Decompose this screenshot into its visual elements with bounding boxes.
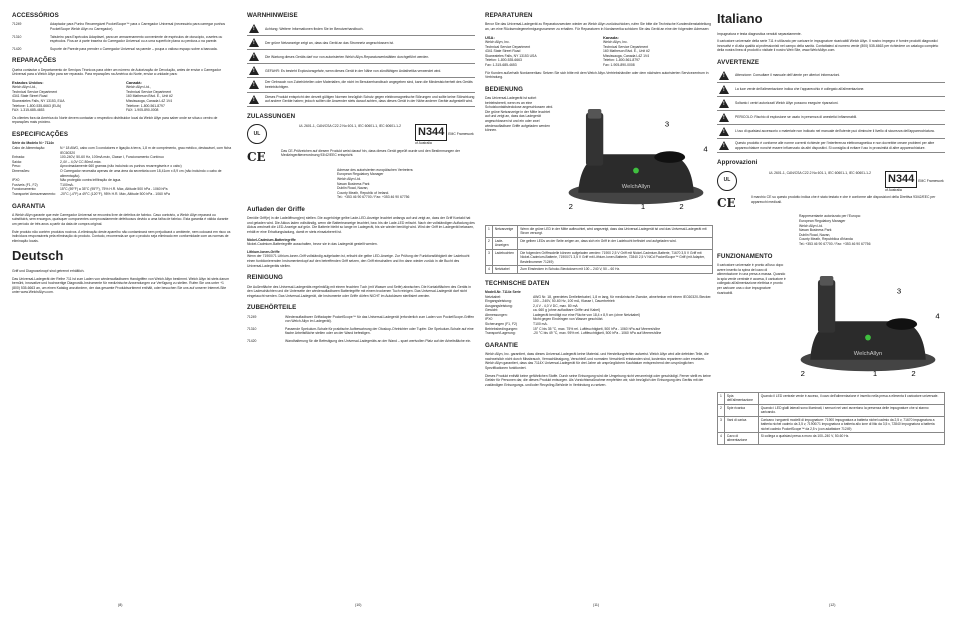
warning-item: ! Der grüne Netzanzeige zeigt an, dass das Gerät an das Stromnetz angeschlossen ist. (247, 36, 475, 50)
svg-text:3: 3 (896, 286, 902, 296)
accessory-item: 71310 Passende Spekulum-Schale für praktische Aufbewahrung der Otoskop-Ohrtrichter oder Tupfer. Die Spekulum-Schale auf eine flache Arbeitsfläche stellen oder an der Wand befestigen. (247, 326, 474, 336)
disposal-text: Dieses Produkt enthält keine gefährlichen Stoffe. Durch seine Entsorgung wird die Umgebung nicht verunreinigt oder geschädigt. Ferner stellt es keine Gefahr für Personen dar, die dieses Produkt entsorgen. Als Vorsichtsmaßnahme empfehlen wir, sich bezüglich der Entsorgung des Geräts mit der zuständigen Entsorgungs- und/oder Recycling-Behörde in Verbindung zu setzen. (485, 373, 711, 387)
repairs-text: Queira contactar o Departamento de Serviços Técnicos para obter um número de Autorização de Devolução, antes de enviar o Carregador Universal para a Welch Allyn para ser reparado. Para reparações na América do Norte, enviar a unidade para: (12, 67, 221, 77)
accessory-item: 71310 Tabuleiro para Espéculos Adaptável, para um armazenamento conveniente de espéculos de otoscópio, cuvetes ou espéculos. Fixa-se à parte traseira do Carregador Universal ou a uma superfície plana ou perdura-o na parede. (12, 34, 223, 44)
page-number: (12) (829, 603, 836, 608)
warning-icon (719, 71, 729, 80)
accessories-heading: ACCESSÓRIOS (12, 12, 59, 19)
ce-mark-icon: CE (247, 149, 266, 164)
german-section-title: Deutsch (12, 248, 64, 264)
page-number: (8) (118, 603, 123, 608)
charger-illustration (791, 267, 945, 385)
warning-icon (719, 85, 729, 94)
eu-representative: Adresse des autorisierten europäischen Vertreters: European Regulatory Manager Welch Allyn Ltd. Navan Business Park Dublin Road, Navan, County Meath, Republic of Ireland. Tel.: +353 46 90 67700 / Fax: +353 46 90 67756 (337, 167, 414, 200)
page-italian (717, 0, 954, 618)
warning-icon (249, 38, 259, 47)
page-german-2 (481, 0, 719, 618)
approvals-block: UL UL 2601-1, CAN/CSA C22.2 No 601.1, IEC 60601-1, IEC 60601-1-2 N344 EMC Framework of Australia (717, 171, 945, 192)
operation-text: Il caricatore universale è pronto all'uso dopo avere inserito la spina del cavo di alimentazione in una presa a massa. Quando la spia verde centrale è accesa, il caricatore è collegato all'alimentazione elettrica e pronto per caricare una o due impugnature ricaricabili. (717, 262, 786, 295)
warning-item: ! Soltanto i centri autorizzati Welch Allyn possono eseguire riparazioni. (717, 97, 945, 111)
svg-text:1: 1 (872, 369, 878, 379)
repairs-heading: REPARAÇÕES (12, 57, 57, 65)
cleaning-heading: REINIGUNG (247, 274, 283, 282)
address-block: Estados Unidos: Welch Allyn Ltd., Technical Service Department 4341 State Street Road Skaneateles Falls, NY 13153, EUA Telefone: 1-800-535-6663 (EUA) FAX: 1-315-685-4653 Canadá: Welch Allyn Ltd., Technical Service Department 160 Matheson Blvd. E., Unit #2 Mississauga, Canada L4Z 1V4 Telefone: 1-800-561-8797 FAX: 1-905-890-0008 (12, 79, 173, 113)
ce-block: CE Il marchio CE su questo prodotto indica che è stato testato e che è conforme alle disposizioni della Direttiva 93/42/EEC per apparecchi medicali. (717, 195, 936, 211)
charging-heading: Aufladen der Griffe (247, 205, 305, 213)
disposal-text: Este produto não contém produtos nocivos. A eliminação deste aparelho não contaminará nem prejudicará o ambiente, nem colocará em risco os indivíduos responsáveis pela eliminação do produto. Contudo, recomenda-se que o produto seja eliminado em conformidade com as normas de eliminação locais. (12, 229, 231, 243)
svg-text:4: 4 (935, 311, 940, 321)
legend-table (717, 392, 945, 445)
operation-text: Das Universal-Ladegerät ist sofort betriebsbereit, wenn es an eine Schutzkontaktsteckdose angeschlossen wird. Die grüne Netzanzeige in der Mitte leuchtet auf und zeigt an, dass das Ladegerät angeschlossen ist und ein oder zwei wiederaufladbare Griffe aufgeladen werden können. (485, 96, 554, 133)
specs-heading: ESPECIFICAÇÕES (12, 131, 69, 139)
italian-intro: Impugnatura e testa diagnostica venduti separatamente. (717, 31, 802, 36)
svg-text:3: 3 (664, 119, 670, 129)
warning-item: ! Dieses Produkt entspricht den derzeit gültigen Normen bezüglich Schutz gegen elektromagnetische Störungen und sollte keine Störwirkung auf andere Geräte haben; jedoch sollten die Anwender stets darauf achten, dass dieses Gerät in der Nähe anderer Geräte aufgestellt wird. (247, 93, 475, 107)
tech-data-heading: TECHNISCHE DATEN (485, 279, 550, 287)
table-row: 4 Cavo di alimentazione Si collega a qualsiasi presa a muro da 100–240 V, 50-60 Hz. (718, 433, 945, 445)
lithium-text: Wenn der 71900/71 Lithium-Ionen-Griff vollständig aufgeladen ist, erlischt die gelbe LED-Anzeige. Zur Prüfung der Funktionsfähigkeit der Ladebucht einen funktionierenden Instrumentenkopf auf den betreffenden Griff setzen, den Griff einschalten und ihn dann wieder zurück in die Bucht des Universal-Ladegeräts stellen. (247, 254, 470, 268)
svg-text:WelchAllyn: WelchAllyn (621, 183, 651, 190)
warning-item: ! Die Wartung dieses Geräts darf nur von autorisierten Welch Allyn-Reparaturwerkstätten durchgeführt werden. (247, 50, 475, 64)
warranty-heading: GARANTIA (12, 202, 46, 210)
warning-icon (249, 24, 259, 33)
warning-item: ! La luce verde dell'alimentazione indica che l'apparecchio è collegato all'alimentazione. (717, 83, 945, 97)
svg-text:1: 1 (640, 202, 646, 212)
warnings-heading: WARNHINWEISE (247, 12, 298, 19)
warning-icon (719, 141, 729, 150)
repairs-text-2: Für Kunden außerhalb Nordamerikas: Setzen Sie sich bitte mit dem Welch Allyn-Vertriebshändler oder dem nächsten autorisierten Servicezentrum in Verbindung. (485, 70, 709, 80)
page-portuguese (0, 0, 238, 618)
svg-text:2: 2 (911, 369, 916, 379)
table-row: 1 Spia dell'alimentazione Quando il LED centrale verde è acceso, il cavo dell'alimentazione è inserito nella presa a elimenta il caricatore universale. (718, 392, 945, 404)
warning-icon (249, 95, 259, 104)
cleaning-text: Die Außenfläche des Universal-Ladegeräts regelmäßig mit einem feuchten Tuch (mit Wasser und Seife) abwischen. Die Kontaktflächen des Geräts in den Ladeschächten und die Unterseite der wiederaufladbaren Batteriegriffe mit einem trockenen Tuch reinigen. Das Universal-Ladegerät darf nicht eingetaucht werden. Das Universal-Ladegerät, die Instrumente oder Griffe dürfen NICHT im Autoklaven sterilisiert werden. (247, 284, 471, 298)
operation-heading: FUNZIONAMENTO (717, 252, 773, 260)
page-number: (10) (355, 603, 362, 608)
accessory-item: 71420 Suporte de Parede para prender o Carregador Universal na parede – poupa o valioso espaço sobre a bancada. (12, 46, 218, 51)
repairs-text: Bevor Sie das Universal-Ladegerät zu Reparaturzwecken wieder an Welch Allyn zurückschicken, rufen Sie bitte die Technische Kundendienstabteilung an, um eine Rücksendegenehmigungsnummer zu erhalten. Für Reparaturen in Nordamerika schicken Sie das Gerät an eine der folgenden Adressen: (485, 22, 712, 31)
svg-text:4: 4 (703, 144, 708, 154)
nicad-heading: Nickel-Cadmium-Batteriegriffe (247, 237, 296, 242)
lithium-heading: Lithium-Ionen-Griffe (247, 249, 280, 254)
accessories-heading: ZUBEHÖRTEILE (247, 304, 297, 312)
warnings-heading: AVVERTENZE (717, 58, 760, 66)
n344-mark-icon: N344 (415, 124, 447, 141)
tech-table: Netzkabel: AWG Nr. 18, geerdetes Dreileiterkabel, 1,8 m lang, für medizinische Zwecke, abnehmbar mit einem IEC60320-Stecker. Eingangsleistung: 100 – 240V, 50-60 Hz, 100 mA, Klasse I, Dauerbetrieb Ausgangsleistung: 2,4 V - 4,0 V DC, max. 80 mA Gewicht: ca. 660 g (ohne aufladbare Griffe und Kabel) Abmessungen: Ladegerät benötigt nur eine Fläche von 18,4 x 8,9 cm (ohne Netzkabel) IPX0 Nicht gegen Eindringen von Wasser geschützt. Sicherungen (F1, F2) T100 mA. Betriebsbedingungen: 15° C bis 35 °C, max. 75% rel. Luftfeuchtigkeit, 500 hPa - 1060 hPa auf Meereshöhe Transport/Lagerung: -20 °C bis 49 °C, max. 95% rel. Luftfeuchtigkeit, 500 hPa - 1060 hPa auf Meereshöhe (485, 294, 712, 336)
charger-illustration (559, 100, 713, 218)
warning-item: ! Der Gebrauch von Zubehörteilen oder Materialien, die nicht im Benutzerhandbuch angegeben sind, kann die Mindestsicherheit des Geräts beeinträchtigen. (247, 78, 475, 92)
warranty-text: Welch Allyn, Inc. garantiert, dass dieses Universal-Ladegerät keine Material- und Herstellungsfehler aufweist. Welch Allyn wird alle defekten Teile, die nachweislich nicht durch Missbrauch, Vernachlässigung, Verschleiß und normalen Verschleiß entstanden sind, kostenlos reparieren oder ersetzen. Welch Allyn garantiert, dass das 7114X Universal-Ladegerät für drei Jahre ab ursprünglichem Kaufdatum entsprechend den ursprünglichen Spezifikationen funktioniert. (485, 352, 709, 370)
tech-model: Modell-Nr. 7114x Serie (485, 289, 521, 294)
repairs-heading: REPARATUREN (485, 12, 533, 19)
warning-icon (719, 113, 729, 122)
accessory-item: 71249 Adaptador para Punho Recarregável PocketScope™ para o Carregador Universal (necessário para carregar punhos PocketScope Welch Allyn no Carregador). (12, 22, 226, 31)
table-row: 3 Ladebuchten Die folgenden Griffmodelle können aufgeladen werden: 71900 2,5 V Griff mit Nickel-Cadmium-Batterie, 71670 3,5 V Griff mit Nickel-Cadmium-Batterie, 71900/71 3,5 V Griff mit Lithium-Ionen-Batterie, 72840 2,5 V NiCd PocketScope™ Griff (mit Adapter, Bestellnummer 71249) (486, 249, 713, 265)
german-description: Das Universal-Ladegerät der Reihe 711 ist zum Laden von wiederaufladbaren Handgriffen von Welch Allyn bestimmt. Welch Allyn ist stets darum bemüht, innovative und hochwertige Diagnostik-Instrumente für medizinische Anwendungen zur Verfügung zu stellen. Rufen Sie uns unter +1 (800) 535-6663 an, um einen Katalog anzufordern, der das gesamte Produktsortiment enthält, oder besuchen Sie uns auf unserer Internet-Site unter www.WelchAllyn.com. (12, 276, 230, 295)
approvals-heading: Approvazioni (717, 159, 758, 167)
german-intro: Griff und Diagnoseknopf sind getrennt erhältlich. (12, 268, 85, 273)
svg-text:2: 2 (679, 202, 684, 212)
svg-text:WelchAllyn: WelchAllyn (853, 350, 883, 357)
italian-section-title: Italiano (717, 11, 763, 26)
warning-item: ! L'uso di qualsiasi accessorio o materiale non indicato nel manuale dell'utente può diminuire il livello di sicurezza dell'apparecchiatura. (717, 125, 945, 139)
operation-heading: BEDIENUNG (485, 85, 524, 93)
accessory-item: 71249 Wiederaufladbarer Griffadapter PocketScope™ für das Universal-Ladegerät (erforderlich zum Laden von PocketScope-Griffen von Welch Allyn im Ladegerät). (247, 314, 475, 324)
warranty-text: A Welch Allyn garante que este Carregador Universal se encontra livre de defeitos de fabrico. Caso contrário, a Welch Allyn reparará ou substituirá, sem encargos, quaisquer componentes comprovadamente defeituosos devido a uma falha de fabrico. Esta garantia é válida durante um período de três anos a partir da data de compra original. (12, 212, 229, 227)
table-row: 2 Spie ricarica Quando i LED gialli laterali sono illuminati, i sensori nei vani avvertono la presenza delle impugnature che si stanno caricando. (718, 404, 945, 416)
warranty-heading: GARANTIE (485, 341, 519, 349)
table-row: 4 Netzkabel Zum Einstecken in Schuko-Steckdosen mit 100 – 240 V, 50 – 60 Hz. (486, 266, 713, 273)
ce-mark-icon: CE (717, 196, 736, 211)
charger-image (791, 267, 945, 385)
warning-item: ! GEFAHR: Es besteht Explosionsgefahr, wenn dieses Gerät in der Nähe von zündfähigen Anästhetika verwendet wird. (247, 64, 475, 78)
approvals-heading: ZULASSUNGEN (247, 112, 296, 120)
spec-model: Série do Modelo N.º 7114x (12, 141, 54, 146)
page-number: (11) (593, 603, 600, 608)
spec-table: Cabo de Alimentação: N.º 18 AWG, cabo com 3 condutores e ligação à terra, 1,8 m de comprimento, grau médico, destacável, com ficha IEC60320 Entrada: 100-240V, 50-60 Hz, 100mA máx, Classe I, Funcionamento Contínuo Saída: 2,4V – 4,0V CC 80mA máx. Peso: Aproximadamente 660 gramas (não incluindo os punhos recarregáveis e o cabo) Dimensões: O Carregador necessita apenas de uma área da secretária com 18,41cm x 8,9 cm (não incluindo o cabo de alimentação). IPX0 Não protegido contra infiltração de água. Fusíveis (F1, F2) T100mA. Funcionamento: 15°C (59°F) a 35°C (95°F), 75% H.R. Máx, Altitude 500 hPa - 1060 hPa Transporte/ Armazenamento: -20°C (-4°F) a 49°C (120°F), 95% H.R. Máx, Altitude 500 hPa - 1060 hPa (12, 145, 232, 196)
table-row: 1 Netzanzeige Wenn die grüne LED in der Mitte aufleuchtet, wird angezeigt, dass das Universal-Ladegerät ist und das Universal-Ladegerät mit Strom versorgt. (486, 226, 713, 238)
address-block: USA: Welch Allyn, Inc. Technical Service Department 4341 State Street Road Skaneateles Falls, NY 13153 USA Telefon: 1-800-535-6663 Fax: 1-315-685-4653 Kanada: Welch Allyn, Inc. Technical Service Department 160 Matheson Blvd. E., Unit #2 Mississauga, Canada L4Z 1V4 Telefon: 1-800-561-8797 Fax: 1-905-890-0008 (485, 34, 650, 67)
approvals-block: UL UL 2601-1, CAN/CSA C22.2 No 601.1, IEC 60601-1, IEC 60601-1-2 N344 EMC Framework of Australia (247, 124, 475, 145)
charging-text: Den/die Griff(e) in die Ladeöffnung(en) stellen. Die zugehörige gelbe Lade-LED-Anzeige leuchtet anfangs auf und zeigt an, dass der Griff Kontakt hat und geladen wird. Die Akkus laden vollständig, wenn die Batterieanzeige leuchtet, bzw. bis die Lade-LED erlischt. Nach der vollständigen Aufladung des Akkus wechselt die LED-Anzeige auf grün. Die Batterie bleibt so lange im Ladegerät, bis sie wieder benötigt wird. Wird der Griff im Ladegerät belassen, erhält er eine Erhaltungsladung, damit er stets einsatzbereit ist. (247, 216, 475, 235)
svg-text:2: 2 (800, 369, 805, 379)
warning-item: ! Questo prodotto è conforme alle norme correnti richieste per l'interferenza elettromagnetica e non dovrebbe creare problemi per altre apparecchiature nonché essere influenzato da altri dispositivi. Si consiglia di evitare l'uso in prossimità di altre apparecchiature. (717, 139, 945, 153)
warning-icon (249, 80, 259, 89)
repairs-text-2: Os clientes fora da América do Norte devem contactar o respectivo distribuidor local da Welch Allyn para saber onde se situa o centro de reparações mais próximo. (12, 115, 218, 125)
ul-mark-icon: UL (247, 124, 267, 144)
nicad-text: Nickel-Cadmium-Batteriegriffe ausschalten, bevor sie in das Ladegerät gestellt werden. (247, 242, 378, 247)
n344-mark-icon: N344 (885, 171, 917, 188)
eu-representative: Rappresentante autorizzato per l'Europa: European Regulatory Manager Welch Allyn Ltd. Navan Business Park Dublin Road, Navan, County Meath, Repubblica d'Irlanda Tel.:+353 46 90 67700 / Fax: +353 46 90 67756 (799, 214, 871, 247)
warning-item: ! Achtung: Weitere Informationen finden Sie im Benutzerhandbuch. (247, 22, 475, 36)
accessory-item: 71420 Wandhalterung für die Befestigung des Universal-Ladegeräts an der Wand – spart wertvollen Platz auf der Arbeitsfläche ein. (247, 339, 472, 344)
warning-icon (719, 127, 729, 136)
legend-table (485, 225, 713, 274)
warning-icon (249, 52, 259, 61)
warning-icon (719, 99, 729, 108)
svg-text:2: 2 (568, 202, 573, 212)
page-german-1 (243, 0, 481, 618)
warning-icon (249, 66, 259, 75)
italian-description: Il caricatore universale della serie 711 è utilizzato per caricare le impugnature ricaricabili Welch Allyn. Il nostro impegno è fornire prodotti diagnostici innovativi e di alta qualità ai professionisti nel campo della sanità. Contattateci al numero verde (800) 535-6663 per richiedere un catalogo completo della nostra linea di prodotti o visitate il nostro Web Site, www.WelchAllyn.com. (717, 39, 939, 53)
charger-image (559, 100, 713, 218)
warning-item: ! PERICOLO: Rischio di esplosione se usato in presenza di anestetici infiammabili. (717, 111, 945, 125)
ce-block: CE Das CE-Prüfzeichen auf diesem Produkt weist darauf hin, dass dieses Gerät geprüft wurde und den Bestimmungen der Medizingeräteverordnung 93/42/EEC entspricht. (247, 148, 461, 164)
warning-item: ! Attenzione: Consultare il manuale dell'utente per ulteriori informazioni. (717, 69, 945, 83)
table-row: 2 Lade-Anzeigen Die gelben LEDs an der Seite zeigen an, dass sich ein Griff in der Ladebucht befindet und aufgeladen wird. (486, 237, 713, 249)
ul-mark-icon: UL (717, 171, 737, 191)
table-row: 3 Vani di carica Caricano i seguenti modelli di impugnature: 71900 impugnatura a batteria nichel cadmio da 2,5 v, 71670 impugnatura a batteria nichel cadmio da 3,5 v, 71900/71 impugnatura a batteria allo ione di litio da 3,5 v, 72840 impugnatura a batteria nichel cadmio PocketScope™ da 2,5 v (con adattatore 71249) (718, 416, 945, 432)
